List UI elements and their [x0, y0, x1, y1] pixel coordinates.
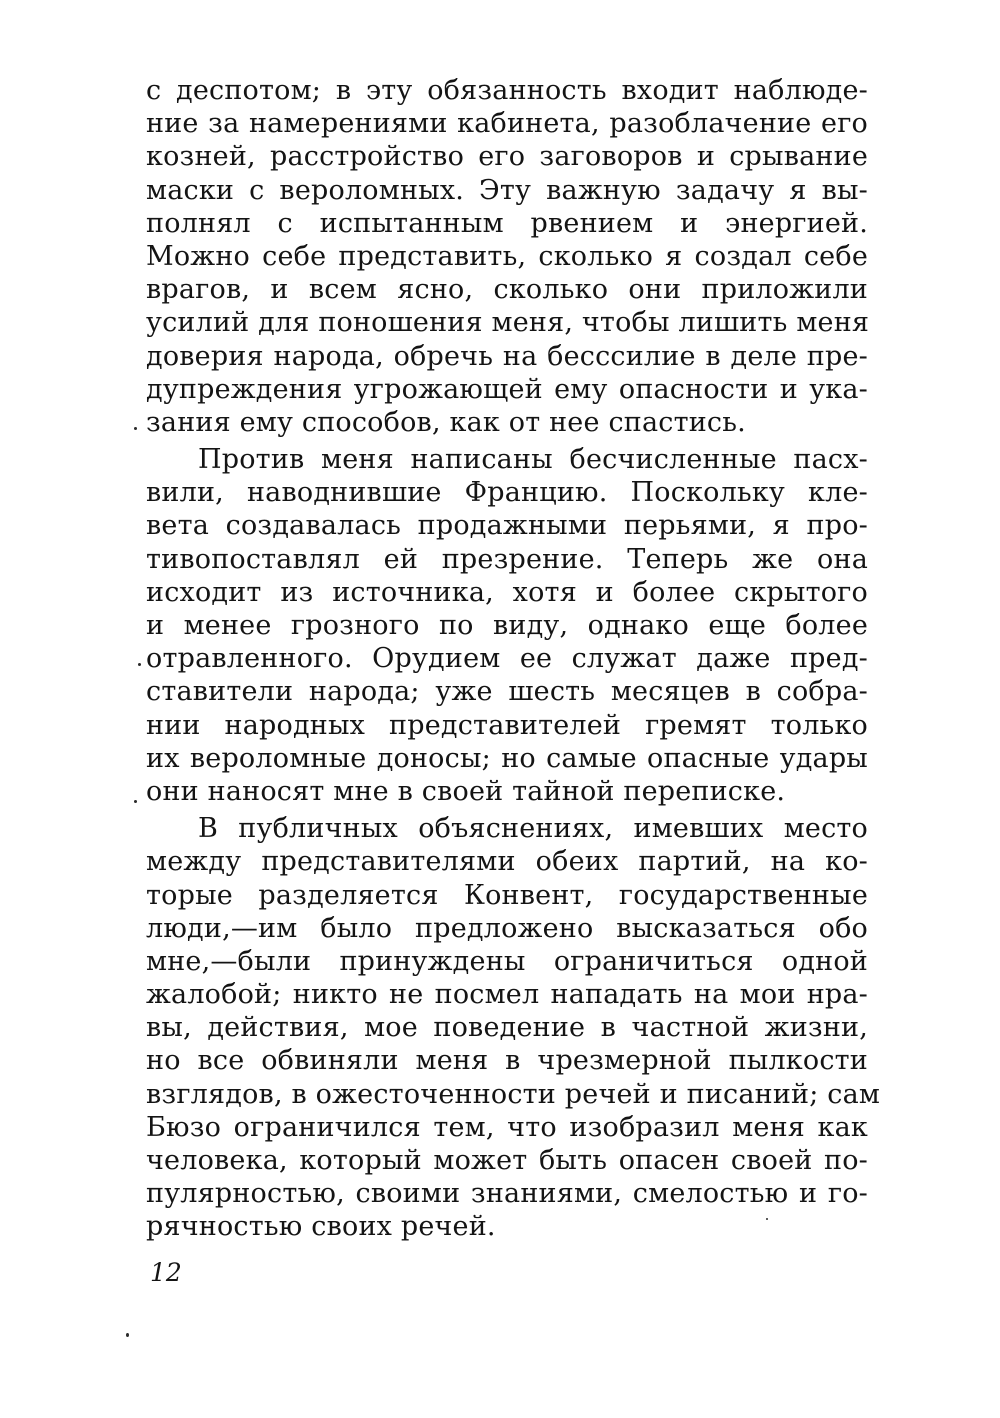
text-line: Бюзо ограничился тем, что изобразил меня как	[146, 1111, 868, 1143]
text-line: они наносят мне в своей тайной переписке.	[146, 775, 786, 807]
text-line: дупреждения угрожающей ему опасности и ука-	[146, 373, 868, 405]
text-line: рячностью своих речей.	[146, 1211, 496, 1243]
text-line: исходит из источника, хотя и более скрытого	[146, 576, 868, 608]
text-line: взглядов, в ожесточенности речей и писаний; сам	[146, 1078, 881, 1110]
text-line: Можно себе представить, сколько я создал себе	[146, 240, 868, 272]
text-line: вета создавалась продажными перьями, я про-	[146, 510, 868, 542]
text-line: тивопоставлял ей презрение. Теперь же она	[146, 543, 868, 575]
body-text	[146, 74, 881, 1244]
text-line: ние за намерениями кабинета, разоблачение его	[146, 108, 868, 140]
text-line: люди,—им было предложено высказаться обо	[146, 912, 868, 944]
text-line: Против меня написаны бесчисленные пасх-	[198, 444, 868, 476]
text-line: полнял с испытанным рвением и энергией.	[146, 207, 868, 239]
scan-speck	[126, 1333, 129, 1337]
text-line: ставители народа; уже шесть месяцев в собра-	[146, 676, 868, 708]
text-line: между представителями обеих партий, на ко-	[146, 846, 868, 878]
text-line: жалобой; никто не посмел нападать на мои нра-	[146, 979, 868, 1011]
text-line: и менее грозного по виду, однако еще более	[146, 610, 868, 641]
text-line: вы, действия, мое поведение в частной жизни,	[146, 1012, 868, 1044]
scan-speck	[134, 800, 137, 803]
text-line: зания ему способов, как от нее спастись.	[146, 406, 746, 438]
text-line: с деспотом; в эту обязанность входит наблюде-	[146, 75, 868, 106]
page-number: 12	[150, 1258, 182, 1287]
text-line: В публичных объяснениях, имевших место	[198, 813, 868, 845]
scan-speck	[766, 1218, 768, 1220]
text-line: человека, который может быть опасен своей по-	[146, 1145, 868, 1176]
text-line: доверия народа, обречь на бесссилие в деле пре-	[146, 340, 868, 372]
text-line: вили, наводнившие Францию. Поскольку кле-	[146, 477, 868, 509]
text-line: нии народных представителей гремят только	[146, 709, 868, 741]
text-line: усилий для поношения меня, чтобы лишить меня	[146, 307, 870, 339]
scan-speck	[138, 663, 141, 666]
text-line: врагов, и всем ясно, сколько они приложили	[146, 274, 868, 306]
text-line: козней, расстройство его заговоров и срывание	[146, 141, 868, 173]
text-line: мне,—были принуждены ограничиться одной	[146, 945, 868, 977]
text-line: но все обвиняли меня в чрезмерной пылкости	[146, 1045, 868, 1077]
text-line: отравленного. Орудием ее служат даже пред-	[146, 643, 868, 675]
scan-speck	[134, 427, 137, 430]
text-line: маски с вероломных. Эту важную задачу я вы-	[146, 174, 868, 206]
text-line: пулярностью, своими знаниями, смелостью и го-	[146, 1178, 868, 1210]
text-line: торые разделяется Конвент, государственные	[146, 879, 868, 911]
text-line: их вероломные доносы; но самые опасные удары	[146, 742, 868, 774]
